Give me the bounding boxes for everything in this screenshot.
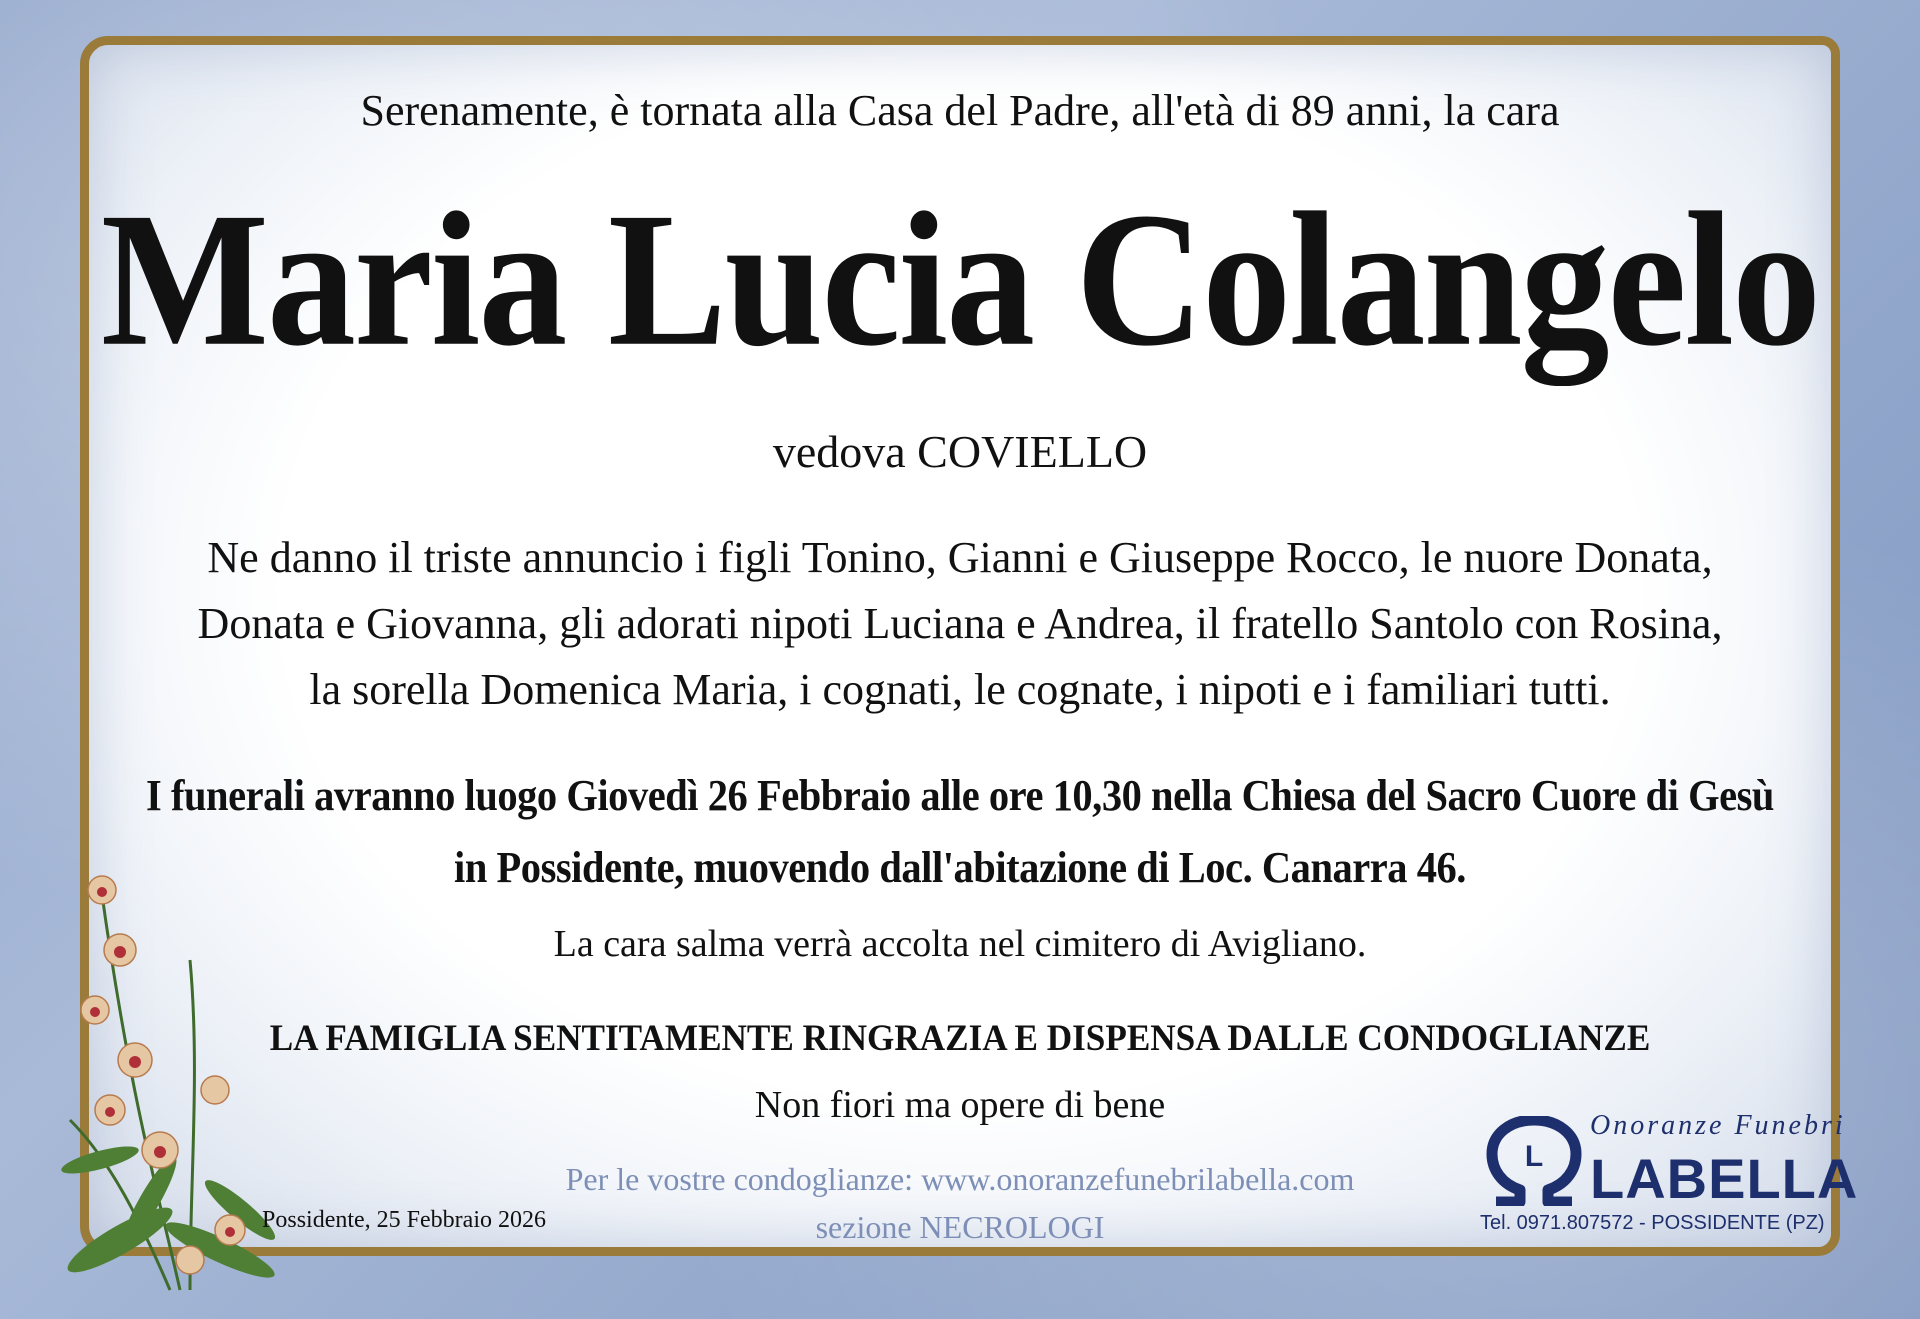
no-flowers-text: Non fiori ma opere di bene xyxy=(754,1084,1166,1126)
burial-text: La cara salma verrà accolta nel cimitero di Avigliano. xyxy=(553,923,1367,965)
funeral-line: in Possidente, muovendo dall'abitazione di Loc. Canarra 46. xyxy=(454,843,1466,892)
widow-of-text: vedova COVIELLO xyxy=(772,426,1148,477)
family-thanks-text: LA FAMIGLIA SENTITAMENTE RINGRAZIA E DISPENSA DALLE CONDOGLIANZE xyxy=(269,1018,1651,1059)
svg-text:L: L xyxy=(1524,1140,1544,1173)
announcement-paragraph xyxy=(0,525,1920,723)
logo-subtitle: Onoranze Funebri xyxy=(1590,1110,1846,1141)
place-date-text: Possidente, 25 Febbraio 2026 xyxy=(262,1207,546,1233)
logo-brand: LABELLA xyxy=(1590,1147,1859,1210)
condolence-section-line: sezione NECROLOGI xyxy=(815,1209,1105,1245)
funeral-line: I funerali avranno luogo Giovedì 26 Febbraio alle ore 10,30 nella Chiesa del Sacro Cuore di Gesù xyxy=(146,771,1774,820)
announcement-line: Ne danno il triste annuncio i figli Tonino, Gianni e Giuseppe Rocco, le nuore Donata, xyxy=(207,533,1713,582)
condolence-info xyxy=(520,1155,1400,1251)
deceased-name: Maria Lucia Colangelo xyxy=(100,172,1820,386)
intro-text: Serenamente, è tornata alla Casa del Padre, all'età di 89 anni, la cara xyxy=(360,86,1560,135)
logo-telephone: Tel. 0971.807572 - POSSIDENTE (PZ) xyxy=(1480,1212,1825,1234)
condolence-website-line: Per le vostre condoglianze: www.onoranzefunebrilabella.com xyxy=(565,1161,1355,1197)
funeral-details xyxy=(77,760,1843,904)
announcement-line: Donata e Giovanna, gli adorati nipoti Luciana e Andrea, il fratello Santolo con Rosina, xyxy=(197,599,1723,648)
omega-logo-icon xyxy=(1482,1116,1586,1206)
announcement-line: la sorella Domenica Maria, i cognati, le cognate, i nipoti e i familiari tutti. xyxy=(309,665,1611,714)
funeral-home-logo xyxy=(1478,1110,1858,1235)
